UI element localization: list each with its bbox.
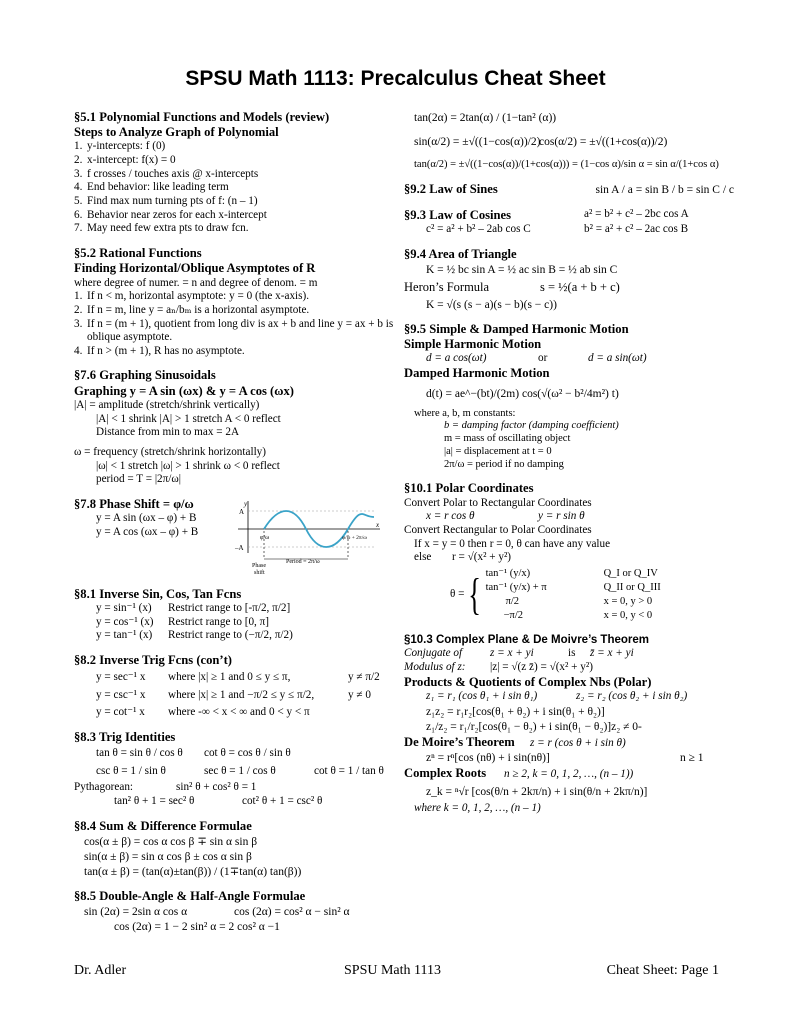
tan-double-angle: tan(2α) = 2tan(α) / (1−tan² (α)) <box>414 112 557 124</box>
graph-phi-label: φ/ω <box>260 534 270 541</box>
asymptote-list <box>74 290 400 358</box>
graph-period-label: Period = 2π/ω <box>286 558 320 565</box>
section-10-1 <box>404 481 734 623</box>
roots-index: where k = 0, 1, 2, …, (n – 1) <box>414 802 541 815</box>
sum-tan: tan(α ± β) = (tan(α)±tan(β)) / (1∓tan(α) tan(β)) <box>84 865 302 878</box>
section-8-2 <box>74 653 400 720</box>
identity-row: csc θ = 1 / sin θ sec θ = 1 / cos θ cot θ = 1 / tan θ <box>96 764 384 777</box>
product-formula: z₁z₂ = r₁r₂[cos(θ₁ + θ₂) + i sin(θ₁ + θ₂)] <box>426 705 605 718</box>
list-item: 1. y-intercepts: f (0) <box>74 140 166 153</box>
half-angle-sin-cos: sin(α/2) = ±√((1−cos(α))/2)cos(α/2) = ±√((1+cos(α))/2) <box>414 136 668 149</box>
section-subheading: Steps to Analyze Graph of Polynomial <box>74 125 279 140</box>
identity-row: tan θ = sin θ / cos θ cot θ = cos θ / sin θ <box>96 747 291 760</box>
shm-row: d = a cos(ωt) or d = a sin(ωt) <box>426 352 647 365</box>
list-item: 7. May need few extra pts to draw fcn. <box>74 222 249 235</box>
section-9-4 <box>404 247 734 312</box>
section-heading: §9.5 Simple & Damped Harmonic Motion <box>404 322 629 336</box>
frequency-line: ω = frequency (stretch/shrink horizontally) <box>74 445 266 458</box>
inverse-row: y = sec⁻¹ x where |x| ≥ 1 and 0 ≤ y ≤ π, y ≠ π/2 <box>96 671 380 684</box>
list-item: 4. End behavior: like leading term <box>74 181 229 194</box>
cosine-law-b: b² = a² + c² – 2ac cos B <box>584 222 689 235</box>
section-heading: §9.4 Area of Triangle <box>404 246 517 261</box>
pythagorean-row: Pythagorean: sin² θ + cos² θ = 1 <box>74 781 257 794</box>
section-heading: §8.4 Sum & Difference Formulae <box>74 818 252 833</box>
list-item: 3. If n = (m + 1), quotient from long div is ax + b and line y = ax + b is oblique asymptote. <box>74 317 394 344</box>
sum-sin: sin(α ± β) = sin α cos β ± cos α sin β <box>84 850 252 863</box>
section-8-1 <box>74 587 400 643</box>
area-formula: K = ½ bc sin A = ½ ac sin B = ½ ab sin C <box>426 263 618 276</box>
section-9-3 <box>404 208 734 237</box>
graph-y-label: y <box>244 499 248 508</box>
polar-to-rect-row: x = r cos θ y = r sin θ <box>426 510 585 523</box>
section-heading: §8.1 Inverse Sin, Cos, Tan Fcns <box>74 586 242 601</box>
conjugate-row: Conjugate of z = x + yi is z̄ = x + yi <box>404 647 634 660</box>
section-subheading: Simple Harmonic Motion <box>404 337 542 352</box>
section-heading: §5.1 Polynomial Functions and Models (review) <box>74 110 330 124</box>
period-def: 2π/ω = period if no damping <box>444 458 564 470</box>
period-formula: period = T = |2π/ω| <box>96 473 182 486</box>
list-item: 2. If n = m, line y = aₙ/bₘ is a horizontal asymptote. <box>74 303 310 316</box>
theta-case: π/2 x = 0, y > 0 <box>505 596 653 608</box>
origin-case: If x = y = 0 then r = 0, θ can have any value <box>414 537 611 550</box>
cosine-law-c: c² = a² + b² – 2ab cos C <box>426 222 531 235</box>
section-heading: §8.3 Trig Identities <box>74 730 176 745</box>
heron-row: Heron’s Formula s = ½(a + b + c) <box>404 279 620 294</box>
theta-case: tan⁻¹ (y/x) + π Q_II or Q_III <box>485 582 661 594</box>
graph-phase-label: Phase <box>252 562 266 569</box>
footer-course: SPSU Math 1113 <box>344 963 441 978</box>
section-9-5 <box>404 322 734 471</box>
inverse-row: y = tan⁻¹ (x) Restrict range to (−π/2, π/2) <box>96 629 293 642</box>
damped-formula: d(t) = ae^−(bt)/(2m) cos(√(ω² − b²/4m²) t) <box>426 388 619 401</box>
phase-cos: y = A cos (ωx – φ) + B <box>96 525 199 538</box>
section-subheading: Graphing y = A sin (ωx) & y = A cos (ωx) <box>74 383 294 398</box>
section-7-6 <box>74 368 400 486</box>
cosine-law-a: a² = b² + c² – 2bc cos A <box>584 207 689 220</box>
section-heading: §5.2 Rational Functions <box>74 246 202 261</box>
section-8-4 <box>74 819 400 879</box>
graph-a-label: A <box>239 507 245 516</box>
list-item: 4. If n > (m + 1), R has no asymptote. <box>74 344 245 357</box>
section-heading: §9.3 Law of Cosines <box>404 207 512 222</box>
products-heading: Products & Quotients of Complex Nbs (Polar) <box>404 674 652 689</box>
pythagorean-row: tan² θ + 1 = sec² θ cot² θ + 1 = csc² θ <box>114 795 323 808</box>
list-item: 3. f crosses / touches axis @ x-intercepts <box>74 167 259 180</box>
inverse-row: y = csc⁻¹ x where |x| ≥ 1 and −π/2 ≤ y ≤ π/2, y ≠ 0 <box>96 688 371 701</box>
section-heading: §7.8 Phase Shift = φ/ω <box>74 496 194 511</box>
half-angle-tan: tan(α/2) = ±√((1−cos(α))/(1+cos(α))) = (1−cos α)/sin α = sin α/(1+cos α) <box>414 159 719 171</box>
rect-to-polar: Convert Rectangular to Polar Coordinates <box>404 523 592 536</box>
footer-author: Dr. Adler <box>74 963 127 978</box>
phase-sin: y = A sin (ωx – φ) + B <box>96 511 197 524</box>
sum-cos: cos(α ± β) = cos α cos β ∓ sin α sin β <box>84 835 258 848</box>
phase-shift-graph <box>234 497 384 577</box>
section-heading: §10.3 Complex Plane & De Moivre’s Theorem <box>404 633 649 646</box>
left-column <box>74 110 400 935</box>
list-item: 6. Behavior near zeros for each x-intercept <box>74 208 267 221</box>
inverse-row: y = cos⁻¹ (x) Restrict range to [0, π] <box>96 615 270 628</box>
z1-z2-row: z₁ = r₁ (cos θ₁ + i sin θ₁) z₂ = r₂ (cos θ₂ + i sin θ₂) <box>426 690 688 703</box>
section-subheading: Damped Harmonic Motion <box>404 366 550 381</box>
section-heading: §10.1 Polar Coordinates <box>404 481 534 496</box>
roots-formula: z_k = ⁿ√r [cos(θ/n + 2kπ/n) + i sin(θ/n + 2kπ/n)] <box>426 786 648 799</box>
section-heading: §7.6 Graphing Sinusoidals <box>74 368 216 383</box>
list-item: 5. Find max num turning pts of f: (n – 1) <box>74 195 258 208</box>
degree-note: where degree of numer. = n and degree of denom. = m <box>74 276 318 289</box>
modulus-row: Modulus of z: |z| = √(z z̄) = √(x² + y²) <box>404 661 593 674</box>
section-8-5 <box>74 889 400 934</box>
list-item: 2. x-intercept: f(x) = 0 <box>74 154 176 167</box>
complex-roots-row: Complex Roots n ≥ 2, k = 0, 1, 2, …, (n – 1)) <box>404 766 634 781</box>
footer-page: Cheat Sheet: Page 1 <box>606 963 719 978</box>
section-5-1 <box>74 110 400 236</box>
right-column <box>404 110 734 816</box>
section-heading: §9.2 Law of Sines <box>404 181 498 196</box>
steps-list <box>74 140 400 236</box>
section-heading: §8.2 Inverse Trig Fcns (con’t) <box>74 652 232 667</box>
graph-neg-a-label: –A <box>235 543 244 552</box>
inverse-row: y = sin⁻¹ (x) Restrict range to [-π/2, π/2] <box>96 601 291 614</box>
law-of-sines: sin A / a = sin B / b = sin C / c <box>595 183 734 196</box>
section-8-3 <box>74 730 400 809</box>
heron-formula: K = √(s (s − a)(s − b)(s − c)) <box>426 298 557 311</box>
damping-def: b = damping factor (damping coefficient) <box>444 420 619 432</box>
demoivre-row: De Moire’s Theorem z = r (cos θ + i sin θ) <box>404 734 626 749</box>
demoivre-formula: zⁿ = rⁿ[cos (nθ) + i sin(nθ)] n ≥ 1 <box>426 752 704 765</box>
graph-shift-label: shift <box>254 569 265 576</box>
double-angle-row: cos (2α) = 1 − 2 sin² α = 2 cos² α −1 <box>114 921 280 934</box>
mass-def: m = mass of oscillating object <box>444 433 571 445</box>
amplitude-rule: |A| < 1 shrink |A| > 1 stretch A < 0 reflect <box>96 412 281 425</box>
half-angle-formulas <box>404 111 734 172</box>
list-item: 1. If n < m, horizontal asymptote: y = 0 (the x-axis). <box>74 290 310 303</box>
theta-case: −π/2 x = 0, y < 0 <box>503 610 653 622</box>
polar-to-rect: Convert Polar to Rectangular Coordinates <box>404 496 592 509</box>
amplitude-line: |A| = amplitude (stretch/shrink vertically) <box>74 398 260 411</box>
displacement-def: |a| = displacement at t = 0 <box>444 445 552 457</box>
frequency-rule: |ω| < 1 stretch |ω| > 1 shrink ω < 0 reflect <box>96 459 280 472</box>
graph-end-label: φ/ω + 2π/ω <box>342 534 367 541</box>
section-5-2 <box>74 246 400 358</box>
section-7-8 <box>74 497 400 577</box>
page-title: SPSU Math 1113: Precalculus Cheat Sheet <box>185 67 606 90</box>
section-subheading: Finding Horizontal/Oblique Asymptotes of R <box>74 261 316 276</box>
amplitude-distance: Distance from min to max = 2A <box>96 426 240 439</box>
theta-cases: θ = { tan⁻¹ (y/x) Q_I or Q_IV tan⁻¹ (y/x) + π Q_II or Q_III π/2 x = 0, y > 0 −π/2 x = 0, y < 0 <box>404 567 734 624</box>
quotient-row: z₁/z₂ = r₁/r₂[cos(θ₁ − θ₂) + i sin(θ₁ − θ₂)]z₂ ≠ 0- <box>426 720 642 733</box>
graph-x-label: x <box>376 520 380 529</box>
double-angle-row: sin (2α) = 2sin α cos α cos (2α) = cos² α − sin² α <box>84 906 350 919</box>
radius-row: else r = √(x² + y²) <box>414 551 512 564</box>
theta-case: tan⁻¹ (y/x) Q_I or Q_IV <box>485 567 658 579</box>
inverse-row: y = cot⁻¹ x where -∞ < x < ∞ and 0 < y < π <box>96 706 310 719</box>
constants-note: where a, b, m constants: <box>414 407 516 419</box>
section-9-2 <box>404 182 734 198</box>
section-heading: §8.5 Double-Angle & Half-Angle Formulae <box>74 888 306 903</box>
section-10-3 <box>404 634 734 816</box>
